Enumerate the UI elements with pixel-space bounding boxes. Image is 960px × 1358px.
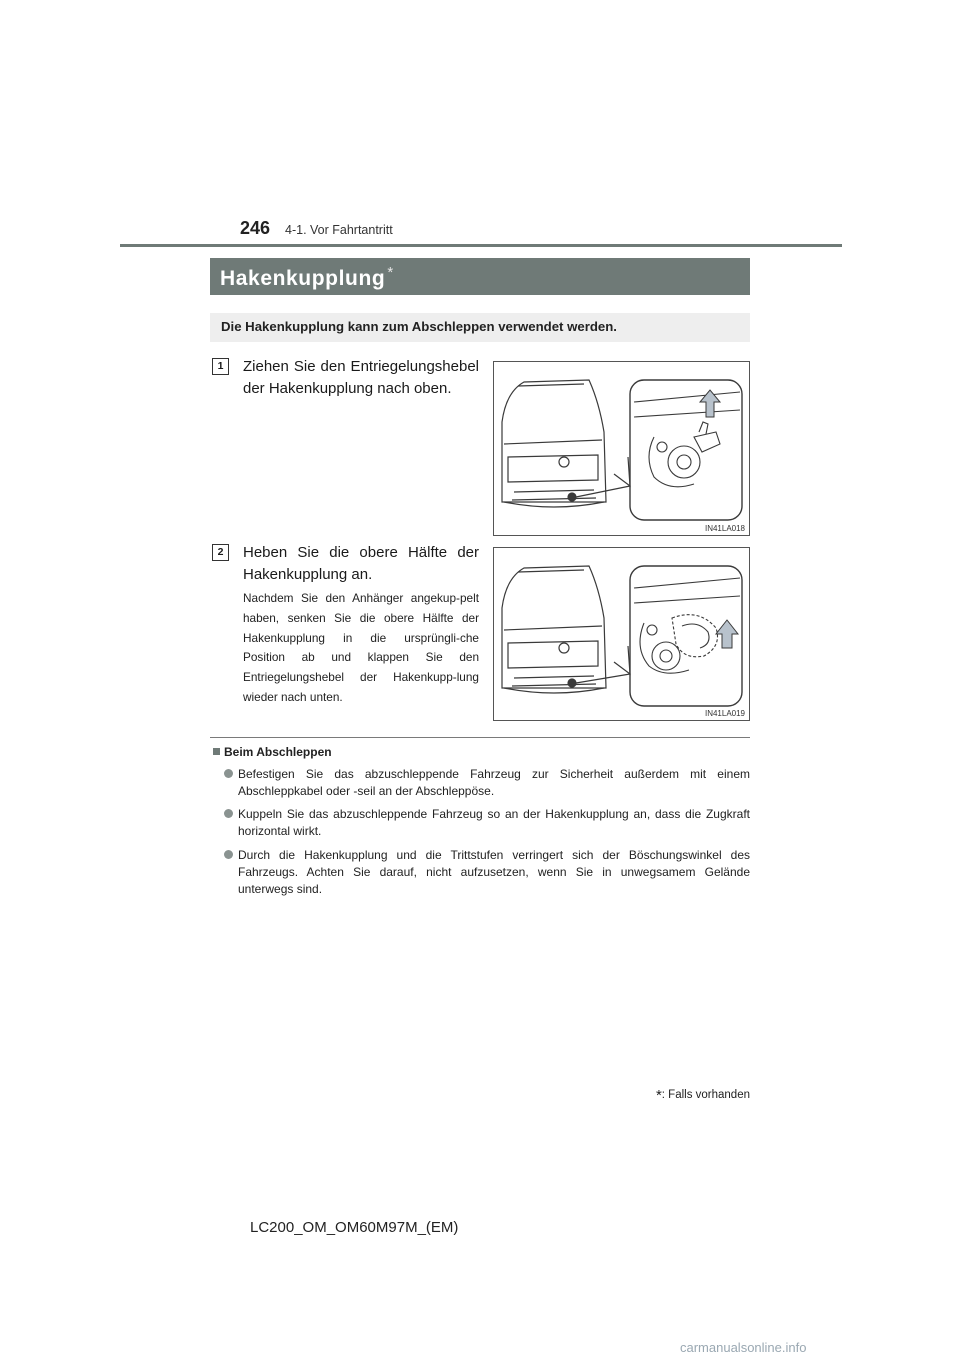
page-number: 246: [240, 218, 271, 238]
header-rule: [120, 244, 842, 247]
bullet-dot-icon: [224, 850, 233, 859]
towing-heading: [213, 745, 332, 759]
step-number-2: 2: [212, 544, 229, 561]
intro-text: Die Hakenkupplung kann zum Abschleppen verwendet werden.: [210, 313, 750, 342]
bullet-dot-icon: [224, 769, 233, 778]
towing-bullet-text: Befestigen Sie das abzuschleppende Fahrzeug zur Sicherheit außerdem mit einem Abschleppkabel oder -seil an der Abschleppöse.: [238, 767, 750, 798]
towing-bullet-2: [224, 806, 750, 840]
towing-bullet-text: Kuppeln Sie das abzuschleppende Fahrzeug so an der Hakenkupplung an, dass die Zugkraft horizontal wirkt.: [238, 807, 750, 838]
bullet-dot-icon: [224, 809, 233, 818]
footnote: [600, 1087, 750, 1104]
asterisk-icon: *: [387, 264, 394, 281]
towing-bullet-text: Durch die Hakenkupplung und die Trittstufen verringert sich der Böschungswinkel des Fahrzeugs. Achten Sie darauf, nicht aufzusetzen, wenn Sie in unwegsamem Gelände unterwegs sind.: [238, 848, 750, 896]
page-title: Hakenkupplung: [220, 267, 386, 290]
square-bullet-icon: [213, 748, 220, 755]
step-note-2: Nachdem Sie den Anhänger angekup-pelt haben, senken Sie die obere Hälfte der Hakenkupplung in die ursprüngli-che Position ab und klappen Sie den Entriegelungshebel der Hakenkupp-lung wieder nach unten.: [243, 591, 479, 704]
section-divider: [210, 737, 750, 738]
watermark[interactable]: carmanualsonline.info: [680, 1340, 807, 1355]
step-text-1: Ziehen Sie den Entriegelungshebel der Hakenkupplung nach oben.: [243, 358, 479, 397]
figure-code-1: IN41LA018: [704, 524, 745, 533]
figure-1-illustration: [494, 362, 749, 535]
step-number-1: 1: [212, 358, 229, 375]
towing-bullet-3: [224, 847, 750, 898]
towing-bullet-1: [224, 766, 750, 800]
footnote-text: : Falls vorhanden: [661, 1089, 750, 1101]
asterisk-icon: *: [655, 1087, 662, 1104]
figure-1: [493, 361, 750, 536]
section-title: 4-1. Vor Fahrtantritt: [285, 223, 393, 237]
figure-2-illustration: [494, 548, 749, 720]
document-code: LC200_OM_OM60M97M_(EM): [250, 1219, 459, 1236]
figure-2: [493, 547, 750, 721]
figure-code-2: IN41LA019: [704, 709, 745, 718]
page-title-bar: [210, 258, 750, 295]
towing-heading-text: Beim Abschleppen: [224, 745, 332, 759]
step-text-2: Heben Sie die obere Hälfte der Hakenkupplung an.: [243, 544, 479, 583]
